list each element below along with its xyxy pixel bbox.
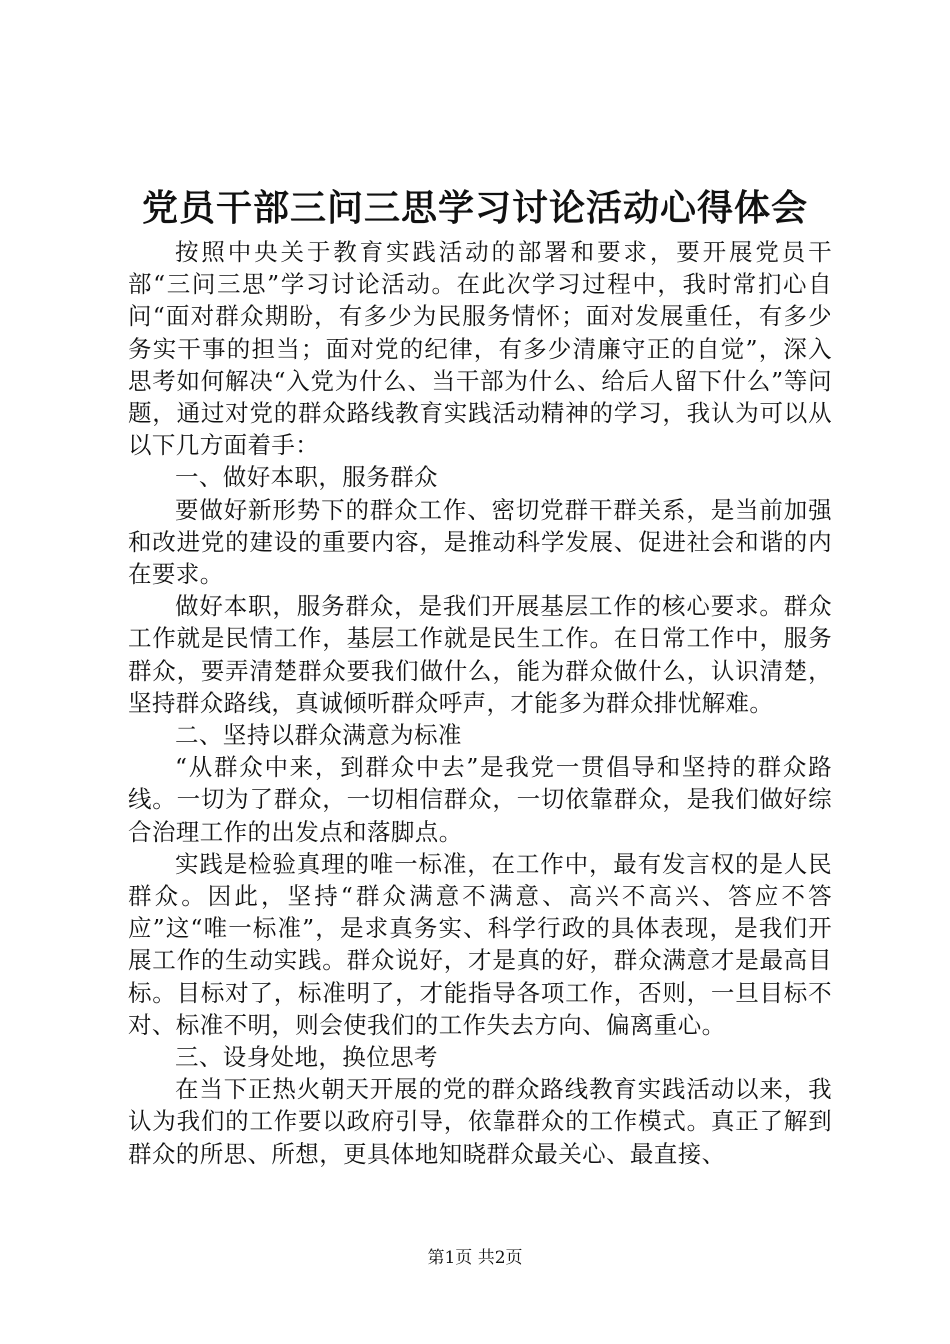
paragraph-intro: 按照中央关于教育实践活动的部署和要求，要开展党员干部“三问三思”学习讨论活动。在此次学习过程中，我时常扪心自问“面对群众期盼，有多少为民服务情怀；面对发展重任，有多少务实干事的担当；面对党的纪律，有多少清廉守正的自觉”，深入思考如何解决“入党为什么、当干部为什么、给后人留下什么”等问题，通过对党的群众路线教育实践活动精神的学习，我认为可以从以下几方面着手： [128,238,832,460]
paragraph: 实践是检验真理的唯一标准，在工作中，最有发言权的是人民群众。因此，坚持“群众满意不满意、高兴不高兴、答应不答应”这“唯一标准”，是求真务实、科学行政的具体表现，是我们开展工作的生动实践。群众说好，才是真的好，群众满意才是最高目标。目标对了，标准明了，才能指导各项工作，否则，一旦目标不对、标准不明，则会使我们的工作失去方向、偏离重心。 [128,849,832,1039]
paragraph: “从群众中来，到群众中去”是我党一贯倡导和坚持的群众路线。一切为了群众，一切相信群众，一切依靠群众，是我们做好综合治理工作的出发点和落脚点。 [128,753,832,846]
page-number-footer: 第1页 共2页 [427,1248,523,1268]
document-title: 党员干部三问三思学习讨论活动心得体会 [141,187,808,229]
paragraph: 做好本职，服务群众，是我们开展基层工作的核心要求。群众工作就是民情工作，基层工作就是民生工作。在日常工作中，服务群众，要弄清楚群众要我们做什么，能为群众做什么，认识清楚，坚持群众路线，真诚倾听群众呼声，才能多为群众排忧解难。 [128,592,832,717]
section-heading-1: 一、做好本职，服务群众 [175,463,438,492]
paragraph: 要做好新形势下的群众工作、密切党群干群关系，是当前加强和改进党的建设的重要内容，是推动科学发展、促进社会和谐的内在要求。 [128,495,832,589]
paragraph: 在当下正热火朝天开展的党的群众路线教育实践活动以来，我认为我们的工作要以政府引导，依靠群众的工作模式。真正了解到群众的所思、所想，更具体地知晓群众最关心、最直接、 [128,1075,832,1168]
section-heading-3: 三、设身处地，换位思考 [175,1043,438,1072]
section-heading-2: 二、坚持以群众满意为标准 [175,721,462,750]
document-body [128,236,832,1170]
